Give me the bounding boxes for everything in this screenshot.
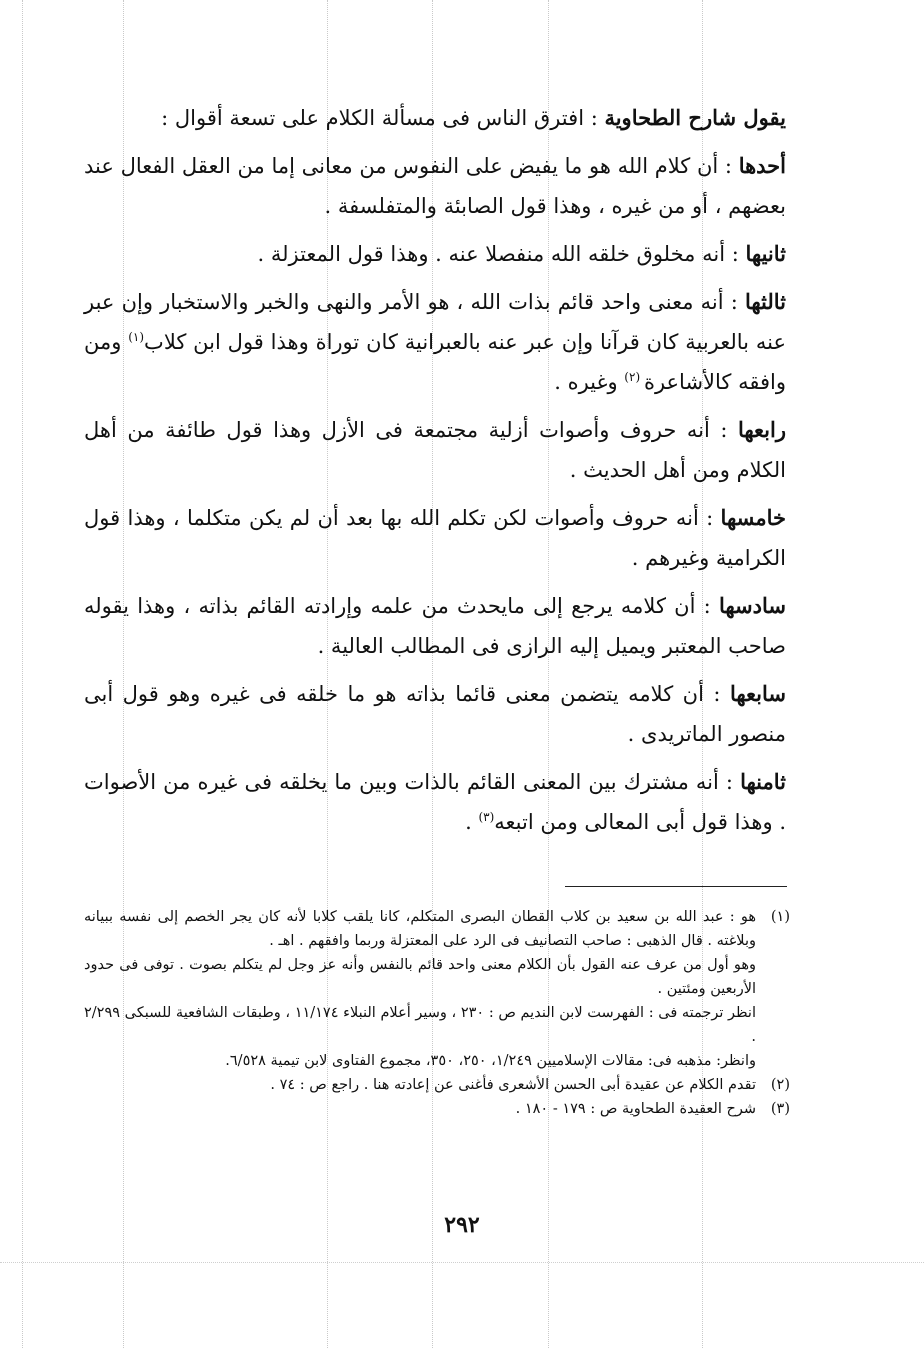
item-lead: أحدها bbox=[738, 153, 786, 178]
scan-guide-line bbox=[0, 1262, 924, 1263]
item-text: ومن وافقه كالأشاعرة bbox=[84, 330, 786, 394]
footnote-1 bbox=[84, 905, 790, 1073]
footnote-number: (١) bbox=[770, 909, 790, 925]
footnote-line: تقدم الكلام عن عقيدة أبى الحسن الأشعرى فأغنى عن إعادته هنا . راجع ص : ٧٤ . bbox=[270, 1077, 756, 1093]
item-text: : أنه مشترك بين المعنى القائم بالذات وبين ما يخلقه فى غيره من الأصوات . وهذا قول أبى المعالى ومن اتبعه bbox=[84, 770, 786, 834]
footnote-ref[interactable]: (٣) bbox=[478, 810, 495, 824]
footnote-number: (٣) bbox=[770, 1101, 790, 1117]
list-item bbox=[84, 410, 786, 490]
item-text: : أن كلامه يتضمن معنى قائما بذاته هو ما خلقه فى غيره وهو قول أبى منصور الماتريدى . bbox=[84, 682, 786, 746]
item-lead: خامسها bbox=[720, 505, 786, 530]
list-item bbox=[84, 234, 786, 274]
list-item bbox=[84, 762, 786, 842]
footnote-divider bbox=[565, 886, 787, 887]
footnote-body bbox=[84, 905, 756, 1073]
item-text: . bbox=[465, 810, 479, 834]
page-number: ٢٩٢ bbox=[444, 1212, 480, 1238]
footnote-line: وانظر: مذهبه فى: مقالات الإسلاميين ١/٢٤٩، ٢٥٠، ٣٥٠، مجموع الفتاوى لابن تيمية ٦/٥٢٨. bbox=[225, 1053, 756, 1069]
intro-paragraph bbox=[84, 98, 786, 138]
item-text: وغيره . bbox=[554, 370, 625, 394]
item-text: : أنه معنى واحد قائم بذات الله ، هو الأمر والنهى والخبر والاستخبار وإن عبر عنه بالعربية كان قرآنا وإن عبر عنه بالعبرانية كان توراة وهذا قول ابن كلاب bbox=[84, 290, 786, 354]
footnote-3 bbox=[84, 1097, 790, 1121]
item-text: : أن كلام الله هو ما يفيض على النفوس من معانى إما من العقل الفعال عند بعضهم ، أو من غيره ، وهذا قول الصابئة والمتفلسفة . bbox=[84, 154, 786, 218]
footnotes bbox=[84, 905, 790, 1121]
item-lead: ثامنها bbox=[740, 769, 786, 794]
footnote-ref[interactable]: (١) bbox=[128, 330, 145, 344]
footnote-ref[interactable]: (٢) bbox=[624, 370, 644, 384]
list-item bbox=[84, 586, 786, 666]
item-lead: رابعها bbox=[737, 417, 786, 442]
item-lead: سادسها bbox=[718, 593, 786, 618]
list-item bbox=[84, 498, 786, 578]
main-text bbox=[84, 98, 786, 850]
scan-guide-line bbox=[22, 0, 23, 1348]
footnote-line: شرح العقيدة الطحاوية ص : ١٧٩ - ١٨٠ . bbox=[515, 1101, 756, 1117]
item-lead: سابعها bbox=[729, 681, 786, 706]
item-text: : أنه مخلوق خلقه الله منفصلا عنه . وهذا قول المعتزلة . bbox=[257, 242, 746, 266]
list-item bbox=[84, 674, 786, 754]
item-lead: ثالثها bbox=[744, 289, 786, 314]
item-text: : أنه حروف وأصوات لكن تكلم الله بها بعد أن لم يكن متكلما ، وهذا قول الكرامية وغيرهم . bbox=[84, 506, 786, 570]
footnote-line: انظر ترجمته فى : الفهرست لابن النديم ص : ٢٣٠ ، وسير أعلام النبلاء ١١/١٧٤ ، وطبقات الشافعية للسبكى ٢/٢٩٩ . bbox=[84, 1005, 756, 1045]
item-text: : أنه حروف وأصوات أزلية مجتمعة فى الأزل وهذا قول طائفة من أهل الكلام ومن أهل الحديث . bbox=[84, 418, 786, 482]
list-item bbox=[84, 282, 786, 402]
list-item bbox=[84, 146, 786, 226]
footnote-2 bbox=[84, 1073, 790, 1097]
footnote-body bbox=[84, 1097, 756, 1121]
intro-lead: يقول شارح الطحاوية bbox=[604, 105, 786, 130]
footnote-body bbox=[84, 1073, 756, 1097]
item-lead: ثانيها bbox=[745, 241, 786, 266]
footnote-number: (٢) bbox=[770, 1077, 790, 1093]
intro-text: : افترق الناس فى مسألة الكلام على تسعة أقوال : bbox=[161, 106, 605, 130]
item-text: : أن كلامه يرجع إلى مايحدث من علمه وإرادته القائم بذاته ، وهذا يقوله صاحب المعتبر ويميل إليه الرازى فى المطالب العالية . bbox=[84, 594, 786, 658]
footnote-line: هو : عبد الله بن سعيد بن كلاب القطان البصرى المتكلم، كانا يلقب كلابا لأنه كان يجر الخصم إلى نفسه ببيانه وبلاغته . قال الذهبى : صاحب التصانيف فى الرد على المعتزلة وربما وافقهم . اهـ . bbox=[84, 909, 756, 949]
footnote-line: وهو أول من عرف عنه القول بأن الكلام معنى واحد قائم بالنفس وأنه عز وجل لم يتكلم بصوت . توفى فى حدود الأربعين ومئتين . bbox=[84, 957, 756, 997]
